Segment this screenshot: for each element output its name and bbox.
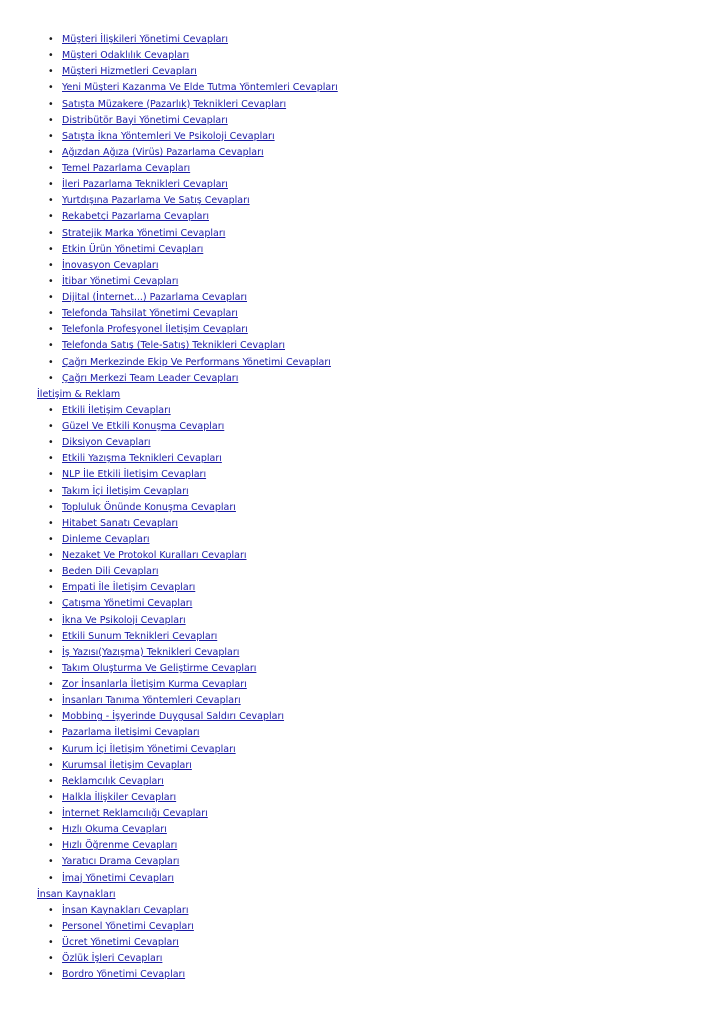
bullet-icon: • bbox=[48, 517, 54, 529]
bullet-icon: • bbox=[48, 308, 54, 320]
list-item-link[interactable]: Etkili Sunum Teknikleri Cevapları bbox=[62, 630, 218, 642]
bullet-icon: • bbox=[48, 179, 54, 191]
list-item bbox=[37, 177, 717, 193]
bullet-icon: • bbox=[48, 937, 54, 948]
bullet-icon: • bbox=[48, 840, 54, 852]
list-item bbox=[37, 113, 717, 129]
list-item-link[interactable]: Müşteri Odaklılık Cevapları bbox=[62, 50, 190, 62]
list-item-link[interactable]: Çatışma Yönetimi Cevapları bbox=[62, 598, 193, 610]
bullet-icon: • bbox=[48, 292, 54, 303]
list-item bbox=[37, 516, 717, 532]
list-item bbox=[37, 484, 717, 500]
list-item-link[interactable]: İnsanları Tanıma Yöntemleri Cevapları bbox=[62, 695, 241, 707]
list-item bbox=[37, 580, 717, 596]
bullet-icon: • bbox=[48, 146, 54, 158]
list-item bbox=[37, 935, 717, 951]
list-item bbox=[37, 290, 717, 306]
list-item bbox=[37, 629, 717, 645]
section-heading bbox=[37, 887, 717, 903]
list-item-link[interactable]: İnternet Reklamcılığı Cevapları bbox=[62, 808, 208, 819]
list-item-link[interactable]: Hızlı Okuma Cevapları bbox=[62, 824, 167, 836]
list-item-link[interactable]: Empati İle İletişim Cevapları bbox=[62, 582, 196, 594]
list-item-link[interactable]: İmaj Yönetimi Cevapları bbox=[62, 872, 174, 884]
list-item bbox=[37, 161, 717, 177]
list-item bbox=[37, 355, 717, 371]
bullet-icon: • bbox=[48, 195, 54, 207]
bullet-icon: • bbox=[48, 340, 54, 352]
list-item bbox=[37, 80, 717, 96]
list-item-link[interactable]: Telefonda Satış (Tele-Satış) Teknikleri Cevapları bbox=[62, 340, 285, 352]
list-item bbox=[37, 822, 717, 838]
list-item-link[interactable]: NLP İle Etkili İletişim Cevapları bbox=[62, 469, 207, 481]
list-item bbox=[37, 193, 717, 209]
list-item bbox=[37, 226, 717, 242]
list-item-link[interactable]: Müşteri Hizmetleri Cevapları bbox=[62, 66, 197, 78]
bullet-icon: • bbox=[48, 550, 54, 561]
list-item-link[interactable]: Ağızdan Ağıza (Virüs) Pazarlama Cevapları bbox=[62, 146, 264, 158]
bullet-icon: • bbox=[48, 711, 54, 723]
list-item-link[interactable]: Diksiyon Cevapları bbox=[62, 437, 151, 449]
list-item-link[interactable]: Zor İnsanlarla İletişim Kurma Cevapları bbox=[62, 679, 247, 690]
bullet-icon: • bbox=[48, 34, 54, 45]
list-item bbox=[37, 274, 717, 290]
list-item-link[interactable]: Yurtdışına Pazarlama Ve Satış Cevapları bbox=[62, 195, 250, 207]
list-item bbox=[37, 903, 717, 919]
list-item bbox=[37, 64, 717, 80]
list-item-link[interactable]: Satışta Müzakere (Pazarlık) Teknikleri Cevapları bbox=[62, 98, 287, 110]
bullet-icon: • bbox=[48, 437, 54, 449]
bullet-icon: • bbox=[48, 501, 54, 513]
list-item-link[interactable]: İnovasyon Cevapları bbox=[62, 259, 159, 271]
list-item-link[interactable]: Distribütör Bayi Yönetimi Cevapları bbox=[62, 114, 228, 126]
bullet-icon: • bbox=[48, 259, 54, 271]
bullet-icon: • bbox=[48, 808, 54, 819]
list-item-link[interactable]: Personel Yönetimi Cevapları bbox=[62, 920, 194, 932]
list-item-link[interactable]: Çağrı Merkezi Team Leader Cevapları bbox=[62, 372, 239, 384]
bullet-icon: • bbox=[48, 372, 54, 384]
bullet-icon: • bbox=[48, 646, 54, 658]
list-item bbox=[37, 371, 717, 387]
list-item bbox=[37, 145, 717, 161]
list-item-link[interactable]: Temel Pazarlama Cevapları bbox=[62, 163, 191, 174]
list-item bbox=[37, 32, 717, 48]
list-item bbox=[37, 774, 717, 790]
list-item-link[interactable]: İleri Pazarlama Teknikleri Cevapları bbox=[62, 179, 228, 191]
list-item-link[interactable]: Takım Oluşturma Ve Geliştirme Cevapları bbox=[62, 662, 257, 674]
list-item bbox=[37, 209, 717, 225]
list-item bbox=[37, 661, 717, 677]
bullet-icon: • bbox=[48, 404, 54, 416]
bullet-icon: • bbox=[48, 533, 54, 545]
bullet-icon: • bbox=[48, 662, 54, 674]
bullet-icon: • bbox=[48, 791, 54, 803]
list-item bbox=[37, 48, 717, 64]
list-item bbox=[37, 338, 717, 354]
bullet-icon: • bbox=[48, 856, 54, 868]
list-item-link[interactable]: Takım İçi İletişim Cevapları bbox=[62, 485, 189, 497]
list-item-link[interactable]: Hitabet Sanatı Cevapları bbox=[62, 517, 178, 529]
bullet-icon: • bbox=[48, 727, 54, 739]
list-item bbox=[37, 967, 717, 983]
list-item-link[interactable]: Etkili İletişim Cevapları bbox=[62, 404, 171, 416]
section-heading-link[interactable]: İnsan Kaynakları bbox=[37, 888, 116, 900]
list-item bbox=[37, 403, 717, 419]
list-item-link[interactable]: Hızlı Öğrenme Cevapları bbox=[62, 840, 178, 852]
list-item bbox=[37, 854, 717, 870]
list-item-link[interactable]: Yeni Müşteri Kazanma Ve Elde Tutma Yöntemleri Cevapları bbox=[62, 82, 338, 94]
bullet-icon: • bbox=[48, 630, 54, 642]
bullet-icon: • bbox=[48, 775, 54, 787]
list-item bbox=[37, 596, 717, 612]
list-item bbox=[37, 451, 717, 467]
list-item bbox=[37, 564, 717, 580]
list-item-link[interactable]: Yaratıcı Drama Cevapları bbox=[62, 856, 180, 868]
list-item-link[interactable]: Telefonda Tahsilat Yönetimi Cevapları bbox=[62, 308, 238, 320]
bullet-icon: • bbox=[48, 469, 54, 481]
list-item-link[interactable]: Özlük İşleri Cevapları bbox=[62, 953, 163, 965]
bullet-icon: • bbox=[48, 582, 54, 594]
list-item bbox=[37, 919, 717, 935]
list-item bbox=[37, 677, 717, 693]
bullet-icon: • bbox=[48, 211, 54, 223]
bullet-icon: • bbox=[48, 743, 54, 755]
list-item bbox=[37, 709, 717, 725]
list-item bbox=[37, 435, 717, 451]
list-item bbox=[37, 129, 717, 145]
list-item-link[interactable]: Mobbing - İşyerinde Duygusal Saldırı Cevapları bbox=[62, 711, 285, 723]
list-item bbox=[37, 742, 717, 758]
list-item bbox=[37, 322, 717, 338]
list-item-link[interactable]: Etkili Yazışma Teknikleri Cevapları bbox=[62, 453, 222, 465]
bullet-icon: • bbox=[48, 130, 54, 142]
section-heading-link[interactable]: İletişim & Reklam bbox=[37, 388, 121, 400]
bullet-icon: • bbox=[48, 98, 54, 110]
bullet-icon: • bbox=[48, 485, 54, 497]
list-item bbox=[37, 419, 717, 435]
bullet-icon: • bbox=[48, 275, 54, 287]
bullet-icon: • bbox=[48, 421, 54, 432]
list-item-link[interactable]: Ücret Yönetimi Cevapları bbox=[62, 937, 179, 948]
list-item bbox=[37, 693, 717, 709]
bullet-icon: • bbox=[48, 163, 54, 174]
list-item-link[interactable]: Güzel Ve Etkili Konuşma Cevapları bbox=[62, 421, 225, 432]
bullet-icon: • bbox=[48, 243, 54, 255]
list-item-link[interactable]: Kurumsal İletişim Cevapları bbox=[62, 759, 192, 771]
list-item-link[interactable]: Satışta İkna Yöntemleri Ve Psikoloji Cevapları bbox=[62, 130, 275, 142]
list-item-link[interactable]: Nezaket Ve Protokol Kuralları Cevapları bbox=[62, 550, 247, 561]
list-item-link[interactable]: Pazarlama İletişimi Cevapları bbox=[62, 727, 200, 739]
list-item bbox=[37, 258, 717, 274]
list-item-link[interactable]: Telefonla Profesyonel İletişim Cevapları bbox=[62, 324, 248, 336]
list-item-link[interactable]: Etkin Ürün Yönetimi Cevapları bbox=[62, 243, 204, 255]
bullet-icon: • bbox=[48, 920, 54, 932]
list-item-link[interactable]: Dinleme Cevapları bbox=[62, 533, 150, 545]
list-item-link[interactable]: Bordro Yönetimi Cevapları bbox=[62, 969, 186, 981]
list-item bbox=[37, 613, 717, 629]
bullet-icon: • bbox=[48, 114, 54, 126]
bullet-icon: • bbox=[48, 82, 54, 94]
list-item-link[interactable]: İnsan Kaynakları Cevapları bbox=[62, 904, 189, 916]
list-item bbox=[37, 758, 717, 774]
bullet-icon: • bbox=[48, 50, 54, 62]
list-item bbox=[37, 725, 717, 741]
bullet-icon: • bbox=[48, 324, 54, 336]
list-item bbox=[37, 871, 717, 887]
list-item-link[interactable]: Beden Dili Cevapları bbox=[62, 566, 159, 578]
bullet-icon: • bbox=[48, 695, 54, 707]
list-item bbox=[37, 548, 717, 564]
bullet-icon: • bbox=[48, 614, 54, 626]
list-item-link[interactable]: Stratejik Marka Yönetimi Cevapları bbox=[62, 227, 226, 239]
list-item-link[interactable]: İtibar Yönetimi Cevapları bbox=[62, 275, 179, 287]
list-item-link[interactable]: Müşteri İlişkileri Yönetimi Cevapları bbox=[62, 34, 228, 45]
list-item-link[interactable]: Rekabetçi Pazarlama Cevapları bbox=[62, 211, 210, 223]
list-item-link[interactable]: İş Yazısı(Yazışma) Teknikleri Cevapları bbox=[62, 646, 240, 658]
list-item bbox=[37, 306, 717, 322]
list-item bbox=[37, 242, 717, 258]
list-item bbox=[37, 951, 717, 967]
list-item bbox=[37, 838, 717, 854]
bullet-icon: • bbox=[48, 759, 54, 771]
list-item bbox=[37, 790, 717, 806]
list-item-link[interactable]: Dijital (İnternet...) Pazarlama Cevapları bbox=[62, 292, 248, 303]
list-item bbox=[37, 500, 717, 516]
bullet-icon: • bbox=[48, 969, 54, 981]
list-item bbox=[37, 645, 717, 661]
bullet-icon: • bbox=[48, 356, 54, 368]
list-item bbox=[37, 467, 717, 483]
bullet-icon: • bbox=[48, 872, 54, 884]
list-item bbox=[37, 806, 717, 822]
list-item-link[interactable]: Reklamcılık Cevapları bbox=[62, 775, 164, 787]
bullet-icon: • bbox=[48, 904, 54, 916]
list-item-link[interactable]: İkna Ve Psikoloji Cevapları bbox=[62, 614, 186, 626]
list-item-link[interactable]: Halkla İlişkiler Cevapları bbox=[62, 791, 177, 803]
list-item bbox=[37, 97, 717, 113]
bullet-icon: • bbox=[48, 66, 54, 78]
document-body bbox=[37, 32, 717, 983]
bullet-icon: • bbox=[48, 566, 54, 578]
bullet-icon: • bbox=[48, 598, 54, 610]
list-item-link[interactable]: Çağrı Merkezinde Ekip Ve Performans Yönetimi Cevapları bbox=[62, 356, 331, 368]
bullet-icon: • bbox=[48, 824, 54, 836]
bullet-icon: • bbox=[48, 679, 54, 690]
bullet-icon: • bbox=[48, 453, 54, 465]
list-item-link[interactable]: Topluluk Önünde Konuşma Cevapları bbox=[62, 501, 236, 513]
bullet-icon: • bbox=[48, 953, 54, 965]
section-heading bbox=[37, 387, 717, 403]
list-item bbox=[37, 532, 717, 548]
list-item-link[interactable]: Kurum İçi İletişim Yönetimi Cevapları bbox=[62, 743, 236, 755]
bullet-icon: • bbox=[48, 227, 54, 239]
